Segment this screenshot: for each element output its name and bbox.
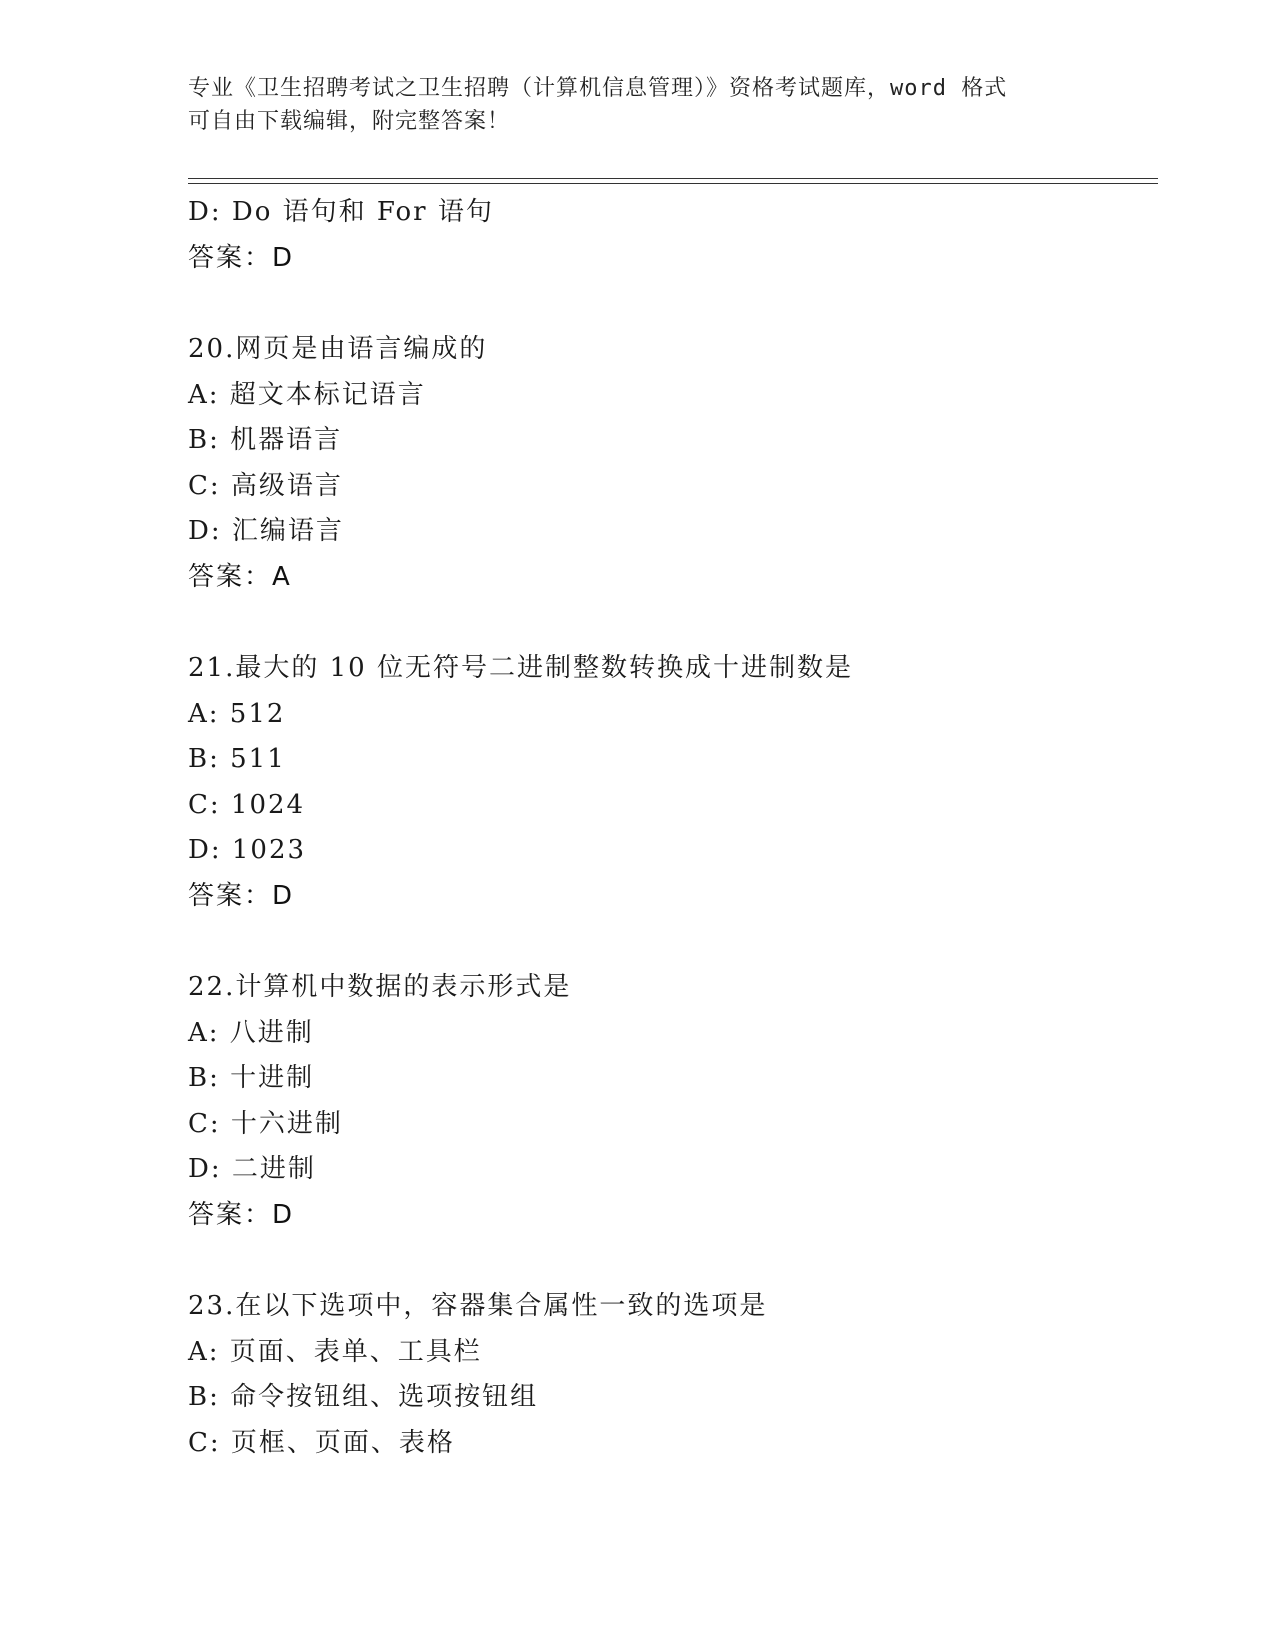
header-line-1: 专业《卫生招聘考试之卫生招聘（计算机信息管理）》资格考试题库，word 格式 — [188, 76, 1008, 101]
question-21 — [188, 646, 1148, 919]
header-divider-bottom — [188, 183, 1158, 184]
header-line-2: 可自由下载编辑，附完整答案！ — [188, 109, 511, 134]
option-b: B: 机器语言 — [188, 425, 343, 455]
option-a: A: 八进制 — [188, 1017, 314, 1048]
option-a: A: 512 — [188, 698, 286, 729]
spacer — [188, 600, 1148, 646]
question-title: 21.最大的 10 位无符号二进制整数转换成十进制数是 — [188, 653, 853, 683]
question-20 — [188, 327, 1148, 600]
option-b: B: 511 — [188, 744, 286, 774]
option-d: D: 二进制 — [188, 1154, 316, 1184]
question-title: 23.在以下选项中，容器集合属性一致的选项是 — [188, 1291, 768, 1321]
option-a: A: 页面、表单、工具栏 — [188, 1336, 482, 1367]
previous-question-tail — [188, 190, 1148, 281]
option-d: D: 汇编语言 — [188, 516, 344, 546]
spacer — [188, 281, 1148, 327]
option-d: D: 1023 — [188, 835, 307, 865]
question-title: 20.网页是由语言编成的 — [188, 334, 488, 364]
option-d: D: Do 语句和 For 语句 — [188, 197, 494, 227]
answer-line: 答案：D — [188, 242, 295, 273]
option-c: C: 十六进制 — [188, 1108, 343, 1139]
option-c: C: 1024 — [188, 789, 306, 820]
answer-line: 答案：D — [188, 1199, 295, 1230]
option-a: A: 超文本标记语言 — [188, 379, 426, 410]
answer-line: 答案：D — [188, 880, 295, 911]
option-b: B: 命令按钮组、选项按钮组 — [188, 1382, 539, 1412]
header-divider-top — [188, 178, 1158, 179]
spacer — [188, 1238, 1148, 1284]
question-list — [188, 190, 1148, 1466]
option-c: C: 高级语言 — [188, 470, 343, 501]
question-22 — [188, 965, 1148, 1238]
option-b: B: 十进制 — [188, 1063, 315, 1093]
document-header — [188, 72, 1088, 138]
question-title: 22.计算机中数据的表示形式是 — [188, 972, 572, 1002]
answer-line: 答案：A — [188, 561, 292, 592]
spacer — [188, 919, 1148, 965]
question-23 — [188, 1284, 1148, 1466]
option-c: C: 页框、页面、表格 — [188, 1427, 455, 1458]
